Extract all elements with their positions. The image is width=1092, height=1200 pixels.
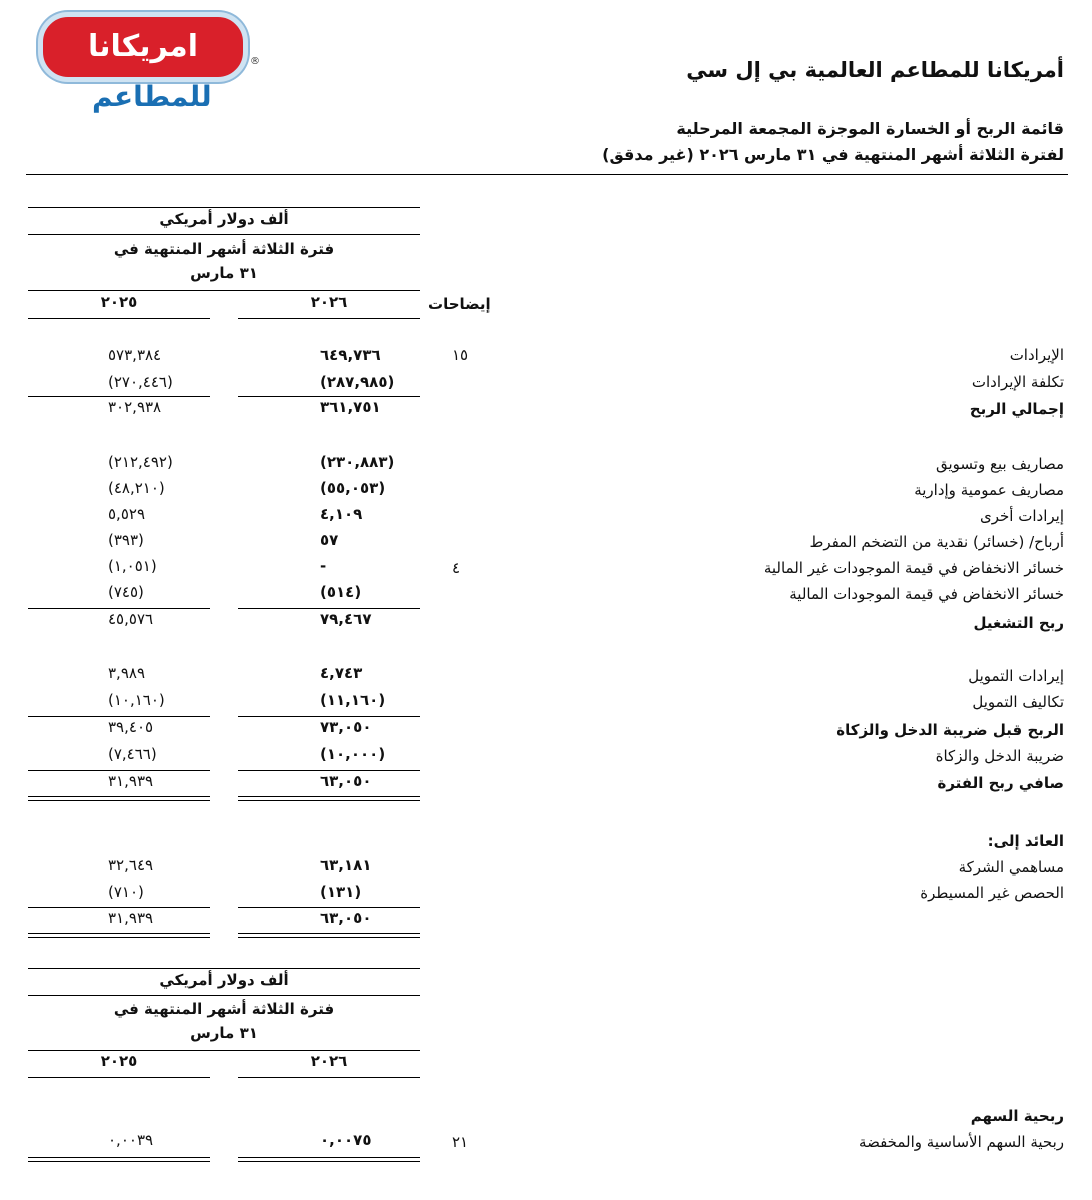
value-prior: ٣٩,٤٠٥ <box>108 718 154 736</box>
value-prior: (٢١٢,٤٩٢) <box>108 453 173 471</box>
row-label: صافي ربح الفترة <box>937 774 1064 792</box>
value-prior: ٥,٥٢٩ <box>108 505 145 523</box>
row-label: تكاليف التمويل <box>972 693 1064 711</box>
company-name: أمريكانا للمطاعم العالمية بي إل سي <box>686 58 1064 82</box>
value-prior: ٠,٠٠٣٩ <box>108 1131 154 1149</box>
row-label: تكلفة الإيرادات <box>971 373 1064 391</box>
value-current: (٥١٤) <box>320 583 362 601</box>
header-rule <box>28 234 420 235</box>
period-header-line-2: ٣١ مارس <box>190 264 258 282</box>
value-current: ٤,١٠٩ <box>320 505 363 523</box>
rule <box>238 396 420 397</box>
period-header-line-1: فترة الثلاثة أشهر المنتهية في <box>113 1000 335 1018</box>
value-prior: (٣٩٣) <box>108 531 144 549</box>
row-note: ٢١ <box>452 1133 469 1151</box>
logo-subtext: للمطاعم <box>92 80 212 113</box>
value-prior: ٤٥,٥٧٦ <box>108 610 154 628</box>
rule <box>238 318 420 319</box>
row-label: الحصص غير المسيطرة <box>920 884 1064 902</box>
value-current: ٦٣,٠٥٠ <box>320 772 372 790</box>
value-prior: ٣٠٢,٩٣٨ <box>108 398 162 416</box>
rule <box>28 396 210 397</box>
double-rule <box>28 796 210 801</box>
header-rule <box>28 968 420 969</box>
row-label: العائد إلى: <box>987 832 1064 850</box>
rule <box>28 716 210 717</box>
rule <box>28 318 210 319</box>
row-label: خسائر الانخفاض في قيمة الموجودات المالية <box>789 585 1064 603</box>
period-header-line-2: ٣١ مارس <box>190 1024 258 1042</box>
statement-title-line-1: قائمة الربح أو الخسارة الموجزة المجمعة المرحلية <box>676 119 1064 138</box>
rule <box>238 1077 420 1078</box>
header-rule <box>28 995 420 996</box>
row-label: مصاريف عمومية وإدارية <box>914 481 1064 499</box>
rule <box>28 608 210 609</box>
value-prior: (٧١٠) <box>108 883 144 901</box>
notes-header: إيضاحات <box>428 295 491 313</box>
year-prior: ٢٠٢٥ <box>100 293 138 311</box>
logo-text: امريكانا <box>87 29 199 64</box>
value-current: ٤,٧٤٣ <box>320 664 363 682</box>
value-current: ٧٩,٤٦٧ <box>320 610 372 628</box>
value-current: (٥٥,٠٥٣) <box>320 479 386 497</box>
row-label: إجمالي الربح <box>969 400 1064 418</box>
value-prior: (٢٧٠,٤٤٦) <box>108 373 173 391</box>
row-label: مصاريف بيع وتسويق <box>935 455 1064 473</box>
row-note: ٤ <box>452 559 461 577</box>
value-current: ٥٧ <box>320 531 339 549</box>
value-current: (١١,١٦٠) <box>320 691 386 709</box>
rule <box>238 608 420 609</box>
value-current: (٢٨٧,٩٨٥) <box>320 373 395 391</box>
value-current: (٢٣٠,٨٨٣) <box>320 453 395 471</box>
row-label: مساهمي الشركة <box>958 858 1064 876</box>
double-rule <box>28 1157 210 1162</box>
year-prior: ٢٠٢٥ <box>100 1052 138 1070</box>
rule <box>238 907 420 908</box>
row-label: إيرادات أخرى <box>980 507 1064 525</box>
rule <box>28 1077 210 1078</box>
period-header-line-1: فترة الثلاثة أشهر المنتهية في <box>113 240 335 258</box>
value-prior: ٣١,٩٣٩ <box>108 909 154 927</box>
row-label: الإيرادات <box>1009 346 1064 364</box>
header-rule <box>28 207 420 208</box>
registered-mark: ® <box>250 56 260 67</box>
value-prior: (١,٠٥١) <box>108 557 157 575</box>
value-current: ٦٣,٠٥٠ <box>320 909 372 927</box>
statement-title <box>602 116 1064 168</box>
double-rule <box>28 933 210 938</box>
row-label: خسائر الانخفاض في قيمة الموجودات غير المالية <box>763 559 1064 577</box>
currency-header: ألف دولار أمريكي <box>159 971 289 989</box>
value-current: ٦٣,١٨١ <box>320 856 372 874</box>
row-label: إيرادات التمويل <box>968 667 1064 685</box>
header-rule <box>28 1050 420 1051</box>
rule <box>28 770 210 771</box>
value-prior: ٣,٩٨٩ <box>108 664 145 682</box>
row-label: ربحية السهم الأساسية والمخفضة <box>859 1133 1064 1151</box>
value-prior: ٣١,٩٣٩ <box>108 772 154 790</box>
header-rule <box>28 290 420 291</box>
row-label: الربح قبل ضريبة الدخل والزكاة <box>836 721 1064 739</box>
value-current: ٣٦١,٧٥١ <box>320 398 381 416</box>
value-prior: (٤٨,٢١٠) <box>108 479 165 497</box>
value-current: - <box>320 557 327 575</box>
row-note: ١٥ <box>452 346 469 364</box>
year-current: ٢٠٢٦ <box>310 1052 348 1070</box>
value-prior: ٣٢,٦٤٩ <box>108 856 154 874</box>
statement-title-line-2: لفترة الثلاثة أشهر المنتهية في ٣١ مارس ٢٠٢٦ (غير مدقق) <box>602 145 1064 164</box>
row-label: ربح التشغيل <box>973 614 1064 632</box>
double-rule <box>238 796 420 801</box>
currency-header: ألف دولار أمريكي <box>159 210 289 228</box>
row-label: أرباح/ (خسائر) نقدية من التضخم المفرط <box>809 533 1064 551</box>
row-label: ضريبة الدخل والزكاة <box>935 747 1064 765</box>
rule <box>28 907 210 908</box>
value-prior: ٥٧٣,٣٨٤ <box>108 346 162 364</box>
value-prior: (٧٤٥) <box>108 583 144 601</box>
value-current: (١٣١) <box>320 883 362 901</box>
value-current: (١٠,٠٠٠) <box>320 745 386 763</box>
rule <box>238 770 420 771</box>
double-rule <box>238 933 420 938</box>
header-divider <box>26 174 1068 175</box>
value-prior: (١٠,١٦٠) <box>108 691 165 709</box>
value-current: ٦٤٩,٧٣٦ <box>320 346 381 364</box>
double-rule <box>238 1157 420 1162</box>
company-logo <box>38 12 260 113</box>
value-current: ٠,٠٠٧٥ <box>320 1131 372 1149</box>
row-label: ربحية السهم <box>970 1107 1064 1125</box>
rule <box>238 716 420 717</box>
value-prior: (٧,٤٦٦) <box>108 745 157 763</box>
year-current: ٢٠٢٦ <box>310 293 348 311</box>
value-current: ٧٣,٠٥٠ <box>320 718 372 736</box>
